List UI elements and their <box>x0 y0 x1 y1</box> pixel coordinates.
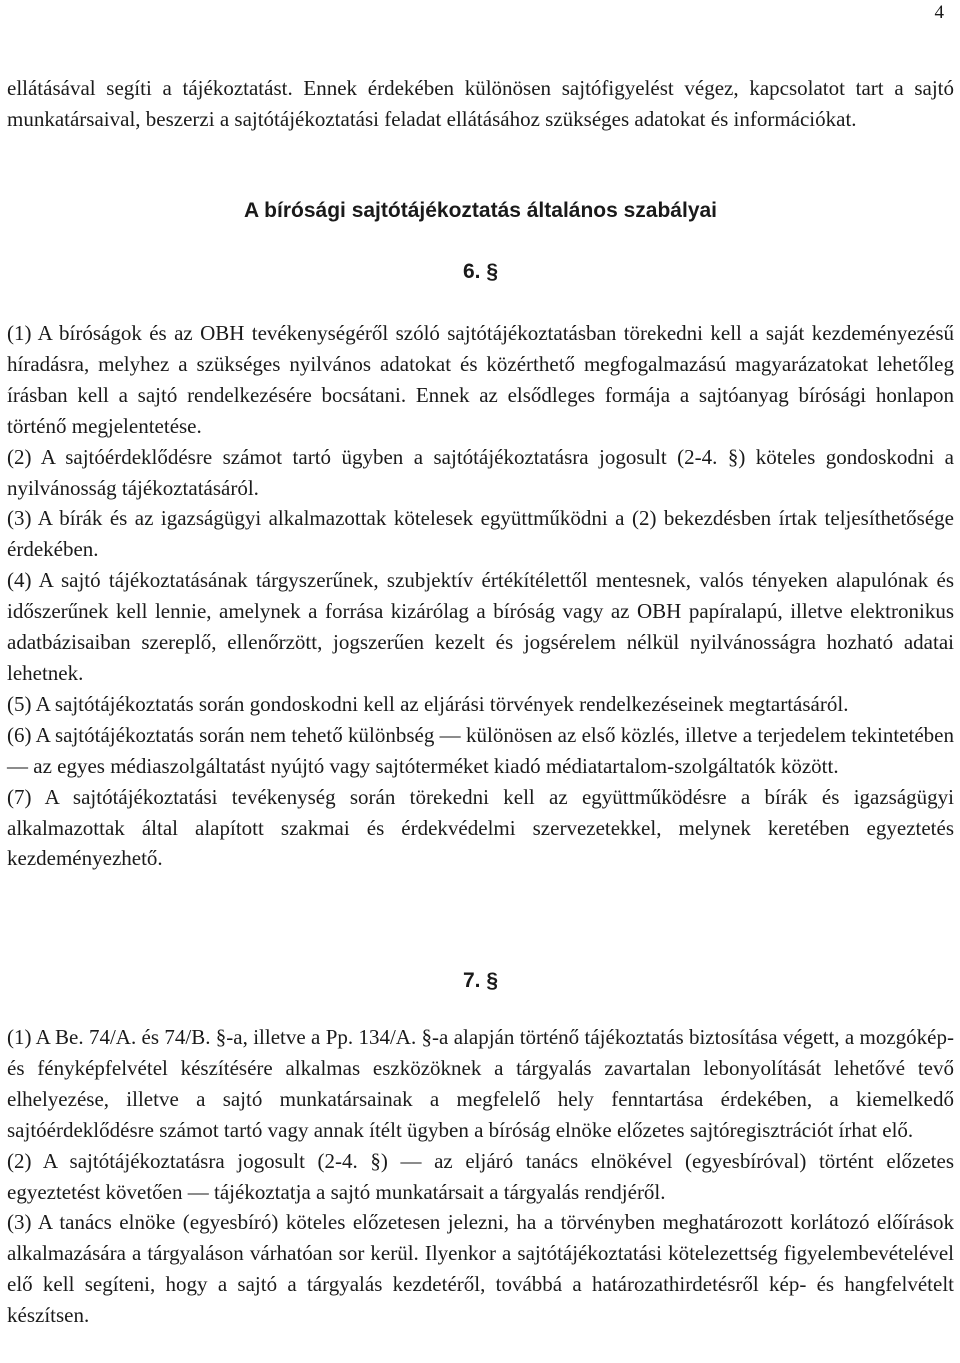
section-7-paragraph-1: (1) A Be. 74/A. és 74/B. §-a, illetve a Pp. 134/A. §-a alapján történő tájékoztatás biztosítása végett, a mozgókép- és fényképfelvétel készítésére alkalmas eszközöknek a tárgyalás zavartalan lebonyolítását lehetővé tevő elhelyezése, illetve a sajtó munkatársainak a megfelelő hely fenntartása érdekében, a kiemelkedő sajtóérdeklődésre számot tartó vagy annak ítélt ügyben a bíróság elnöke előzetes sajtóregisztrációt írhat elő. <box>7 1025 954 1142</box>
section-6-paragraph-7: (7) A sajtótájékoztatási tevékenység során törekedni kell az együttműködésre a bírák és igazságügyi alkalmazottak által alapított szakmai és érdekvédelmi szervezetekkel, melynek keretében egyeztetés kezdeményezhető. <box>7 784 954 871</box>
intro-paragraph-block <box>7 73 954 135</box>
section-6-paragraph-5: (5) A sajtótájékoztatás során gondoskodni kell az eljárási törvények rendelkezéseinek megtartásáról. <box>7 691 849 716</box>
section-7-paragraph-3: (3) A tanács elnöke (egyesbíró) köteles előzetesen jelezni, ha a törvényben meghatározott korlátozó előírások alkalmazására a tárgyaláson várhatóan sor kerül. Ilyenkor a sajtótájékoztatási kötelezettség figyelembevételével elő kell segíteni, hogy a sajtó a tárgyalás kezdetéről, továbbá a határozathirdetésről kép- és hangfelvételt készítsen. <box>7 1210 954 1328</box>
section-6-paragraph-3: (3) A bírák és az igazságügyi alkalmazottak kötelesek együttműködni a (2) bekezdésben írtak teljesíthetősége érdekében. <box>7 506 954 562</box>
intro-paragraph: ellátásával segíti a tájékoztatást. Ennek érdekében különösen sajtófigyelést végez, kapcsolatot tart a sajtó munkatársaival, beszerzi a sajtótájékoztatási feladat ellátásához szükséges adatokat és információkat. <box>7 76 954 131</box>
section-6-title: 6. § <box>462 260 499 283</box>
section-heading: A bírósági sajtótájékoztatás általános szabályai <box>243 199 718 222</box>
section-7-title: 7. § <box>462 969 499 992</box>
section-6-paragraph-2: (2) A sajtóérdeklődésre számot tartó ügyben a sajtótájékoztatásra jogosult (2-4. §) köteles gondoskodni a nyilvánosság tájékoztatásáról. <box>7 444 954 500</box>
section-6-paragraph-1: (1) A bíróságok és az OBH tevékenységéről szóló sajtótájékoztatásban törekedni kell a saját kezdeményezésű híradásra, melyhez a szükséges nyilvános adatokat és közérthető megfogalmazású magyarázatokat lehetőleg írásban kell a sajtó rendelkezésére bocsátani. Ennek az elsődleges formája a sajtóanyag bírósági honlapon történő megjelentetése. <box>7 321 954 438</box>
section-6-paragraph-4: (4) A sajtó tájékoztatásának tárgyszerűnek, szubjektív értékítélettől mentesnek, valós tényeken alapulónak és időszerűnek kell lennie, amelynek a forrása kizárólag a bíróság vagy az OBH papíralapú, illetve elektronikus adatbázisaiban szereplő, ellenőrzött, jogszerűen kezelt és jogsérelem nélkül nyilvánosságra hozható adatai lehetnek. <box>7 568 954 685</box>
section-7-paragraph-2: (2) A sajtótájékoztatásra jogosult (2-4. §) — az eljáró tanács elnökével (egyesbíróval) történt előzetes egyeztetést követően — tájékoztatja a sajtó munkatársait a tárgyalás rendjéről. <box>7 1148 954 1204</box>
section-7-body <box>7 1022 954 1331</box>
page-number: 4 <box>934 2 944 23</box>
section-6-paragraph-6: (6) A sajtótájékoztatás során nem tehető különbség — különösen az első közlés, illetve a terjedelem tekintetében — az egyes médiaszolgáltatást nyújtó vagy sajtóterméket kiadó médiatartalom-szolgáltatók között. <box>7 722 954 778</box>
section-6-body <box>7 318 954 874</box>
